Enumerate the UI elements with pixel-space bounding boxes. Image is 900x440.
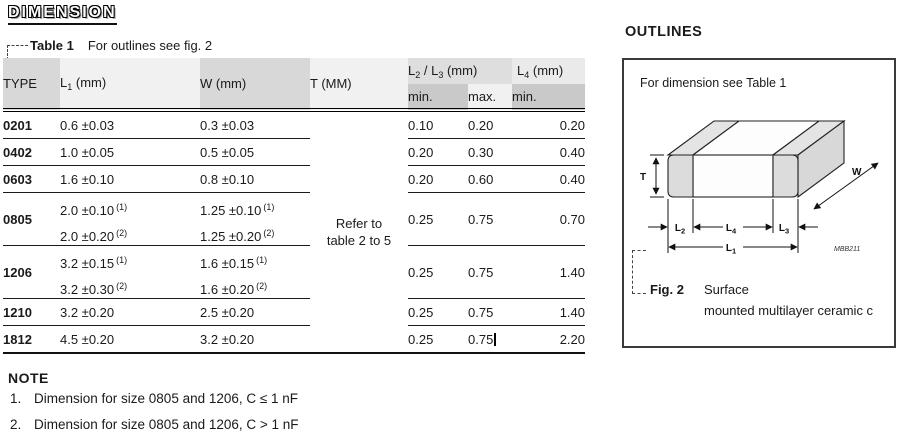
- cell-type: 0805: [3, 193, 60, 246]
- col-header-w: W (mm): [200, 58, 310, 110]
- cell-min: 0.25: [408, 299, 468, 326]
- right-termination: [773, 155, 798, 197]
- cell-max: 0.75: [468, 193, 512, 246]
- cell-t-refer: Refer to table 2 to 5: [310, 110, 408, 353]
- table-row: [3, 166, 585, 193]
- note-number: 1.: [10, 391, 22, 406]
- capacitor-drawing: [628, 85, 892, 265]
- cell-w: 1.6 ±0.15 $^{(1)}$ 1.6 ±0.20 $^{(2)}$: [200, 246, 310, 299]
- note-text: Dimension for size 0805 and 1206, C > 1 nF: [34, 417, 299, 432]
- cell-max: 0.30: [468, 139, 512, 166]
- figure-note: For dimension see Table 1: [640, 76, 787, 90]
- cell-min: 0.25: [408, 326, 468, 354]
- col-subheader-min-l4: min.: [512, 84, 585, 110]
- left-termination: [668, 155, 693, 197]
- table-caption-label: Table 1: [30, 38, 74, 53]
- l2-label: $L_2$: [674, 223, 686, 236]
- dimension-table: [3, 58, 585, 354]
- cell-type: 0402: [3, 139, 60, 166]
- cell-l4-min: 1.40: [512, 246, 585, 299]
- cell-min: 0.25: [408, 193, 468, 246]
- outline-figure-box: [622, 58, 896, 348]
- col-header-l2l3: $L_2 / L_3$ (mm): [408, 58, 512, 84]
- cell-l1: 1.0 ±0.05: [60, 139, 200, 166]
- col-header-l4: $L_4$ (mm): [512, 58, 585, 84]
- col-header-t: T (MM): [310, 58, 408, 110]
- cell-l4-min: 0.40: [512, 139, 585, 166]
- col-header-l1: $L_1$ (mm): [60, 58, 200, 110]
- drawing-code: MBB211: [834, 246, 861, 253]
- table-row: [3, 110, 585, 139]
- figure-caption-line2: mounted multilayer ceramic c: [704, 303, 874, 318]
- l3-label: $L_3$: [778, 223, 790, 236]
- table-row: [3, 299, 585, 326]
- l1-label: $L_1$: [725, 243, 737, 256]
- table-caption: [30, 38, 212, 53]
- cell-min: 0.10: [408, 110, 468, 139]
- cell-max: 0.60: [468, 166, 512, 193]
- col-subheader-max: max.: [468, 84, 512, 110]
- note-heading: NOTE: [8, 370, 49, 386]
- w-label: W: [852, 167, 862, 178]
- cell-l1: 0.6 ±0.03: [60, 110, 200, 139]
- cell-l4-min: 0.40: [512, 166, 585, 193]
- t-label: T: [640, 172, 647, 183]
- cell-min: 0.25: [408, 246, 468, 299]
- cell-max: 0.75: [468, 326, 512, 354]
- note-text: Dimension for size 0805 and 1206, C ≤ 1 nF: [34, 391, 299, 406]
- table-row: [3, 246, 585, 299]
- page-title: DIMENSION: [8, 4, 117, 25]
- cell-type: 1206: [3, 246, 60, 299]
- cell-max: 0.75: [468, 299, 512, 326]
- note-item-2: [10, 417, 299, 432]
- cell-w: 0.3 ±0.03: [200, 110, 310, 139]
- table-caption-text: For outlines see fig. 2: [87, 38, 213, 53]
- cell-w: 0.8 ±0.10: [200, 166, 310, 193]
- col-header-type: TYPE: [3, 58, 60, 110]
- figure-caption-line1: Surface: [704, 282, 749, 297]
- cell-type: 0603: [3, 166, 60, 193]
- note-number: 2.: [10, 417, 22, 432]
- cell-min: 0.20: [408, 166, 468, 193]
- cell-w: 1.25 ±0.10 $^{(1)}$ 1.25 ±0.20 $^{(2)}$: [200, 193, 310, 246]
- cell-w: 0.5 ±0.05: [200, 139, 310, 166]
- l4-label: $L_4$: [725, 223, 737, 236]
- cell-type: 1812: [3, 326, 60, 354]
- note-item-1: [10, 391, 298, 406]
- table-row: [3, 326, 585, 354]
- cell-max: 0.75: [468, 246, 512, 299]
- text-caret: [494, 333, 496, 346]
- cell-max: 0.20: [468, 110, 512, 139]
- table-row: [3, 139, 585, 166]
- cell-l4-min: 0.20: [512, 110, 585, 139]
- cell-type: 0201: [3, 110, 60, 139]
- outlines-heading: OUTLINES: [625, 24, 703, 40]
- col-subheader-min: min.: [408, 84, 468, 110]
- chip-body: [668, 121, 844, 197]
- cell-l1: 3.2 ±0.15 $^{(1)}$ 3.2 ±0.30 $^{(2)}$: [60, 246, 200, 299]
- cell-w: 2.5 ±0.20: [200, 299, 310, 326]
- t-dimension-arrow: [650, 155, 664, 197]
- cell-l1: 2.0 ±0.10 $^{(1)}$ 2.0 ±0.20 $^{(2)}$: [60, 193, 200, 246]
- annotation-bracket: [632, 250, 646, 294]
- cell-type: 1210: [3, 299, 60, 326]
- cell-w: 3.2 ±0.20: [200, 326, 310, 354]
- cell-l4-min: 2.20: [512, 326, 585, 354]
- cell-l1: 1.6 ±0.10: [60, 166, 200, 193]
- cell-l4-min: 1.40: [512, 299, 585, 326]
- table-row: [3, 193, 585, 246]
- cell-l4-min: 0.70: [512, 193, 585, 246]
- cell-l1: 3.2 ±0.20: [60, 299, 200, 326]
- cell-min: 0.20: [408, 139, 468, 166]
- cell-l1: 4.5 ±0.20: [60, 326, 200, 354]
- figure-label: Fig. 2: [650, 282, 684, 297]
